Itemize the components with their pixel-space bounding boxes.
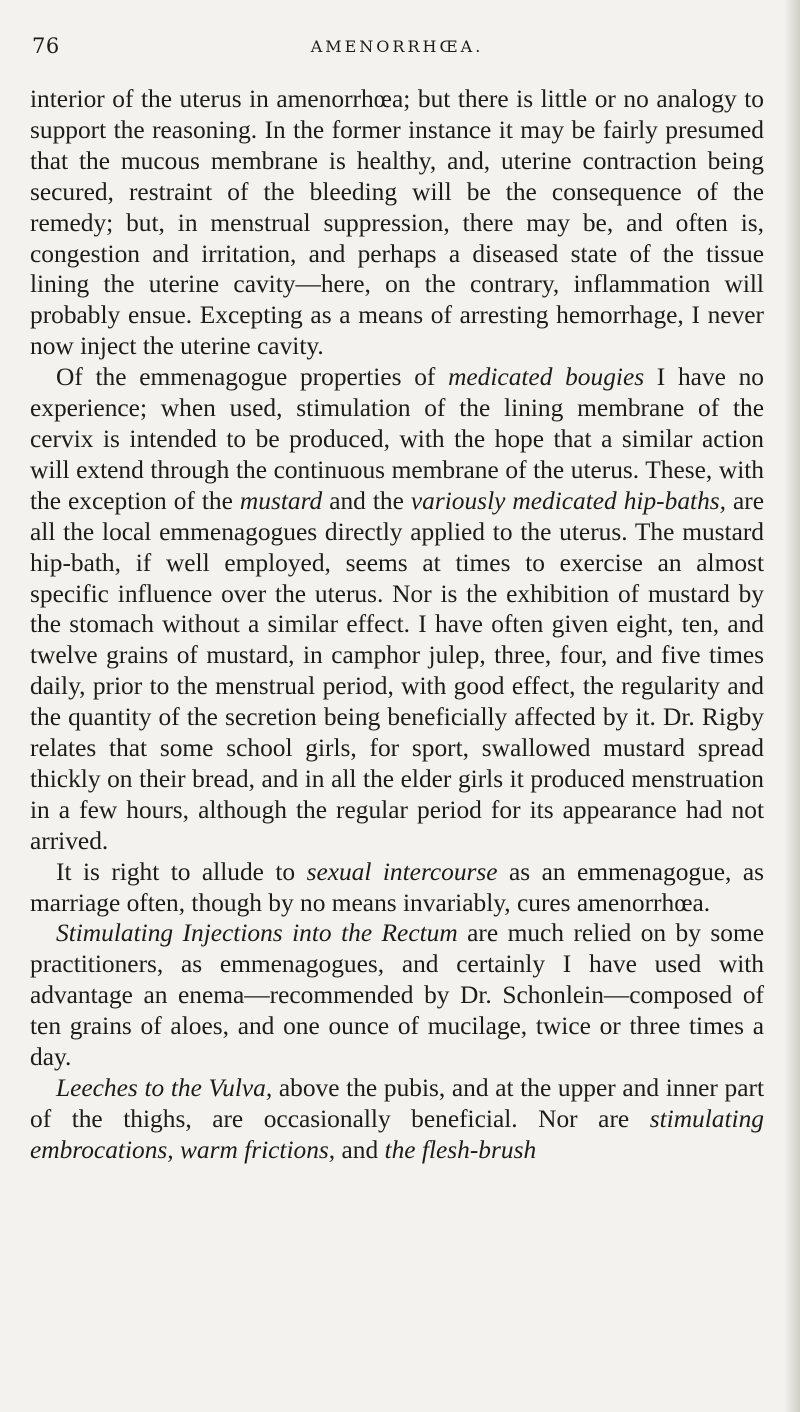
italic-term: variously medicated hip-baths, xyxy=(410,486,726,515)
body-text xyxy=(30,84,764,1166)
running-title: AMENORRHŒA. xyxy=(310,37,484,56)
italic-heading: Stimulating Injections into the Rectum xyxy=(56,919,458,948)
text-segment: interior of the uterus in amenorrhœa; but there is little or no analogy to support the reasoning. In the former instance it may be fairly presumed that the mucous membrane is healthy, and, uterine contraction being secured, restraint of the bleeding will be the consequence of the remedy; but, in menstrual suppression, there may be, and often is, congestion and irritation, and perhaps a diseased state of the tissue lining the uterine cavity—here, on the contrary, inflammation will probably ensue. Excepting as a means of arresting hemorrhage, I never now inject the uterine cavity. xyxy=(30,85,764,361)
paragraph-continuation xyxy=(30,84,764,362)
page-edge-shadow xyxy=(784,0,800,1412)
paragraph-rectal-injections xyxy=(30,918,764,1073)
page-number: 76 xyxy=(32,34,60,58)
italic-term: the flesh-brush xyxy=(384,1135,537,1164)
paragraph-sexual-intercourse xyxy=(30,857,764,919)
text-segment: above the pubis, and at the upper and inner part of the thighs, are occasionally beneficial. Nor are xyxy=(30,1074,765,1133)
paragraph-medicated-bougies xyxy=(30,362,764,857)
text-segment: and xyxy=(335,1135,385,1164)
italic-heading: Leeches to the Vulva, xyxy=(56,1074,273,1102)
italic-term: medicated bougies xyxy=(448,363,645,392)
text-segment: I have no experience; when used, stimulation of the lining membrane of the cervix is intended to be produced, with the hope that a similar action will extend through the continuous membrane of the uterus. These, with the exception of the xyxy=(30,363,764,515)
italic-term: sexual intercourse xyxy=(306,857,498,886)
page-header xyxy=(30,34,764,68)
italic-term: mustard xyxy=(239,486,323,515)
text-segment: Of the emmenagogue properties of xyxy=(56,363,449,392)
text-segment: as an emmenagogue, as marriage often, though by no means invariably, cures amenorrhœa. xyxy=(30,857,764,917)
text-segment: It is right to allude to xyxy=(56,857,307,886)
text-segment: are much relied on by some practitioners, as emmenagogues, and certainly I have used with advantage an enema—recommended by Dr. Schonlein—composed of ten grains of aloes, and one ounce of mucilage, twice or three times a day. xyxy=(30,919,764,1072)
text-segment: and the xyxy=(322,486,411,515)
paragraph-leeches xyxy=(30,1073,764,1166)
text-segment: are all the local emmenagogues directly applied to the uterus. The mustard hip-bath, if well employed, seems at times to exercise an almost specific influence over the uterus. Nor is the exhibition of mustard by the stomach without a similar effect. I have often given eight, ten, and twelve grains of mustard, in camphor julep, three, four, and five times daily, prior to the menstrual period, with good effect, the regularity and the quantity of the secretion being beneficially affected by it. Dr. Rigby relates that some school girls, for sport, swallowed mustard spread thickly on their bread, and in all the elder girls it produced menstruation in a few hours, although the regular period for its appearance had not arrived. xyxy=(30,486,764,855)
italic-term: stimulating embrocations, warm frictions, xyxy=(30,1104,764,1164)
